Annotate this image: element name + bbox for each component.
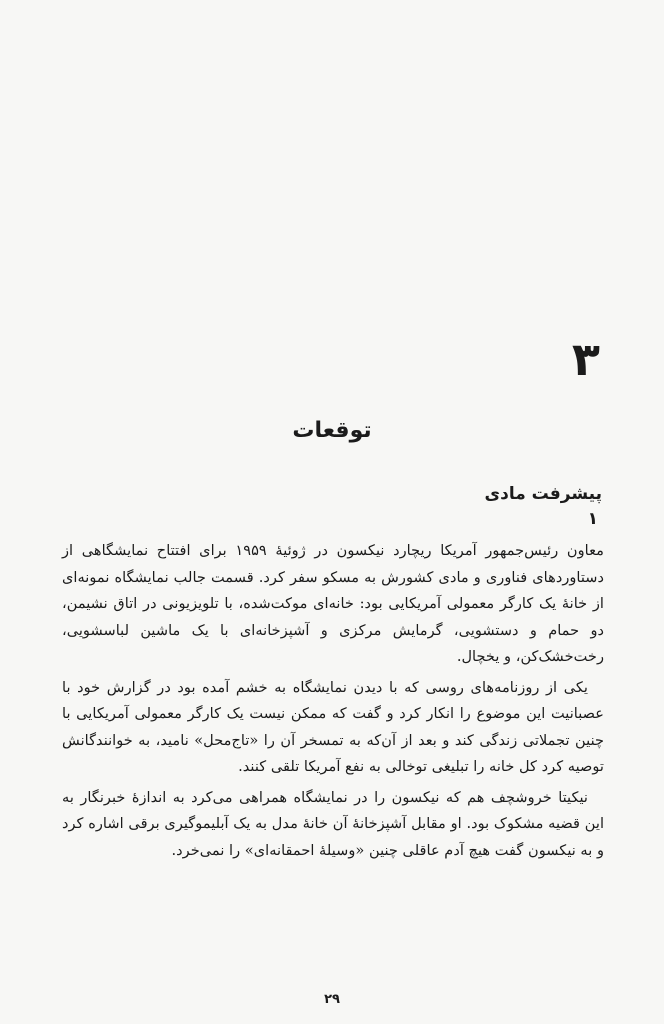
section-heading: پیشرفت مادی <box>484 484 602 504</box>
section-number: ۱ <box>587 509 598 529</box>
paragraph: نیکیتا خروشچف هم که نیکسون را در نمایشگاه همراهی می‌کرد به اندازهٔ خبرنگار به این قضیه مشکوک بود. او مقابل آشپزخانهٔ آن خانهٔ مدل به یک آبلیموگیری برقی اشاره کرد و به نیکسون گفت هیچ آدم عاقلی چنین «وسیلهٔ احمقانه‌ای» را نمی‌خرد. <box>62 788 604 859</box>
chapter-number: ۳ <box>571 332 600 386</box>
paragraph: یکی از روزنامه‌های روسی که با دیدن نمایشگاه به خشم آمده بود در گزارش خود با عصبانیت این موضوع را انکار کرد و گفت که ممکن نیست یک کارگر معمولی آمریکایی با چنین تجملاتی زندگی کند و بعد از آن‌که به تمسخر آن را «تاج‌محل» نامید، به خوانندگانش توصیه کرد کل خانه را تبلیغی توخالی به نفع آمریکا تلقی کنند. <box>62 678 604 775</box>
page-number: ۲۹ <box>324 992 340 1007</box>
body-text <box>62 538 604 864</box>
chapter-title: توقعات <box>292 418 372 443</box>
paragraph: معاون رئیس‌جمهور آمریکا ریچارد نیکسون در ژوئیهٔ ۱۹۵۹ برای افتتاح نمایشگاهی از دستاوردهای فناوری و مادی کشورش به مسکو سفر کرد. قسمت جالب نمایشگاه نمونه‌ای از خانهٔ یک کارگر معمولی آمریکایی بود: خانه‌ای موکت‌شده، با تلویزیونی در اتاق نشیمن، دو حمام و دستشویی، گرمایش مرکزی و آشپزخانه‌ای با یک ماشین لباسشویی، رخت‌خشک‌کن، و یخچال. <box>62 542 604 665</box>
